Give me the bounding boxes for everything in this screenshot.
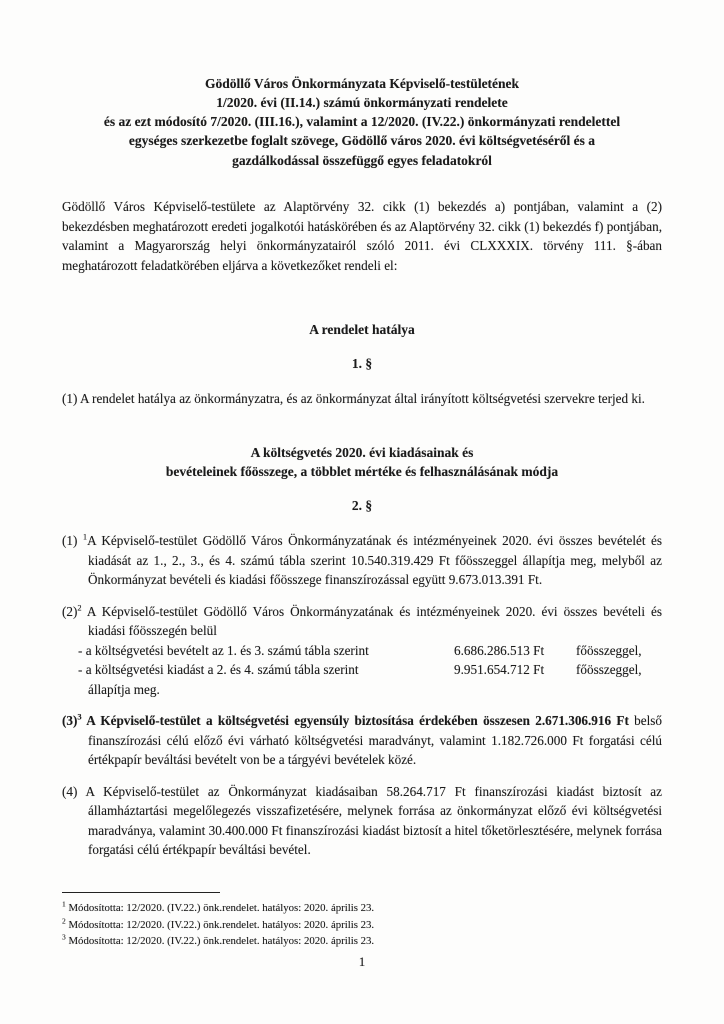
section2-paragraph-2 — [62, 602, 662, 700]
paragraph-bold-text: A Képviselő-testület a költségvetési egyensúly biztosítása érdekében összesen 2.671.306.916 Ft — [86, 713, 629, 729]
section1-number: 1. § — [351, 356, 373, 372]
paragraph-marker: (2) — [62, 603, 78, 619]
paragraph-marker: (1) — [62, 391, 78, 407]
section1-paragraph-1 — [62, 389, 662, 409]
footnote-number: 2 — [62, 916, 66, 926]
footnote-ref: 1 — [82, 531, 88, 542]
paragraph-text: A Képviselő-testület az Önkormányzat kiadásaiban 58.264.717 Ft finanszírozási kiadást biztosít az államháztartási megelőlegezés visszafizetésére, melynek forrása az önkormányzat előző évi költségvetési maradványa, valamint 30.400.000 Ft finanszírozási kiadást biztosít a hitel tőketörlesztésére, melynek forrása forgatási célú értékpapír beváltási bevétel. — [85, 783, 662, 858]
title-line: gazdálkodással összefüggő egyes feladatokról — [232, 152, 492, 168]
title-line: és az ezt módosító 7/2020. (III.16.), valamint a 12/2020. (IV.22.) önkormányzati rendelettel — [103, 114, 621, 130]
footnote-number: 3 — [62, 932, 66, 942]
title-line: egységes szerkezetbe foglalt szövege, Gödöllő város 2020. évi költségvetéséről és a — [128, 133, 596, 149]
amount-label: - a költségvetési kiadást a 2. és 4. számú tábla szerint — [78, 662, 359, 678]
preamble-paragraph: Gödöllő Város Képviselő-testülete az Alaptörvény 32. cikk (1) bekezdés a) pontjában, valamint a (2) bekezdésben meghatározott eredeti jogalkotói hatáskörében és az Alaptörvény 32. cikk (1) bekezdés f) pontjában, valamint a Magyarország helyi önkormányzatairól szóló 2011. évi CLXXXIX. törvény 111. §-ában meghatározott feladatkörében eljárva a következőket rendeli el: — [62, 198, 662, 274]
section2-heading-line: bevételeinek főösszege, a többlet mértéke és felhasználásának módja — [165, 463, 559, 479]
footnote-number: 1 — [62, 899, 66, 909]
amount-suffix: főösszeggel, — [576, 662, 642, 678]
footnote-3 — [62, 933, 662, 949]
section2-number: 2. § — [351, 497, 373, 513]
section2-paragraph-3 — [62, 711, 662, 770]
footnote-separator — [62, 892, 220, 893]
amount-suffix: főösszeggel, — [576, 642, 642, 658]
footnote-2 — [62, 917, 662, 933]
paragraph-marker: (3) — [62, 713, 78, 729]
amount-value: 6.686.286.513 Ft — [454, 642, 545, 658]
section2-paragraph-4 — [62, 782, 662, 860]
footnote-text: Módosította: 12/2020. (IV.22.) önk.rendelet. hatályos: 2020. április 23. — [68, 918, 375, 931]
paragraph-text: belső finanszírozási célú előző évi várható költségvetési maradványt, valamint 1.182.726.000 Ft forgatási célú értékpapír beváltási bevételt von be a tárgyévi bevételek közé. — [88, 713, 662, 768]
footnote-text: Módosította: 12/2020. (IV.22.) önk.rendelet. hatályos: 2020. április 23. — [68, 934, 375, 947]
amount-value: 9.951.654.712 Ft — [454, 662, 545, 678]
paragraph-text: A rendelet hatálya az önkormányzatra, és az önkormányzat által irányított költségvetési szervekre terjed ki. — [79, 391, 645, 407]
section1-heading: A rendelet hatálya — [309, 321, 415, 337]
paragraph-marker: (4) — [62, 783, 78, 799]
footnote-1 — [62, 900, 662, 916]
page-number: 1 — [358, 954, 366, 969]
amount-row-revenue — [78, 641, 662, 661]
amount-label: - a költségvetési bevételt az 1. és 3. számú tábla szerint — [78, 642, 369, 658]
document-title — [62, 74, 662, 170]
paragraph-text: A Képviselő-testület Gödöllő Város Önkormányzatának és intézményeinek 2020. évi összes bevételi és kiadási főösszegén belül — [86, 603, 662, 639]
footnote-text: Módosította: 12/2020. (IV.22.) önk.rendelet. hatályos: 2020. április 23. — [68, 902, 375, 915]
section2-heading-line: A költségvetés 2020. évi kiadásainak és — [250, 444, 474, 460]
footnote-area — [62, 892, 662, 970]
section2-paragraph-1 — [62, 531, 662, 590]
amount-row-expenditure — [78, 660, 662, 680]
footnote-ref: 3 — [77, 711, 82, 722]
section2-heading — [62, 443, 662, 481]
title-line: 1/2020. évi (II.14.) számú önkormányzati rendelete — [216, 95, 508, 111]
title-line: Gödöllő Város Önkormányzata Képviselő-testületének — [204, 76, 520, 91]
paragraph-closing: állapítja meg. — [88, 681, 160, 697]
footnote-ref: 2 — [77, 602, 82, 613]
paragraph-text: A Képviselő-testület Gödöllő Város Önkormányzatának és intézményeinek 2020. évi összes bevételét és kiadását az 1., 2., 3., és 4. számú tábla szerint 10.540.319.429 Ft főösszeggel állapítja meg, melyből az Önkormányzat bevételi és kiadási főösszege finanszírozással együtt 9.673.013.391 Ft. — [87, 532, 663, 588]
paragraph-marker: (1) — [62, 532, 78, 548]
